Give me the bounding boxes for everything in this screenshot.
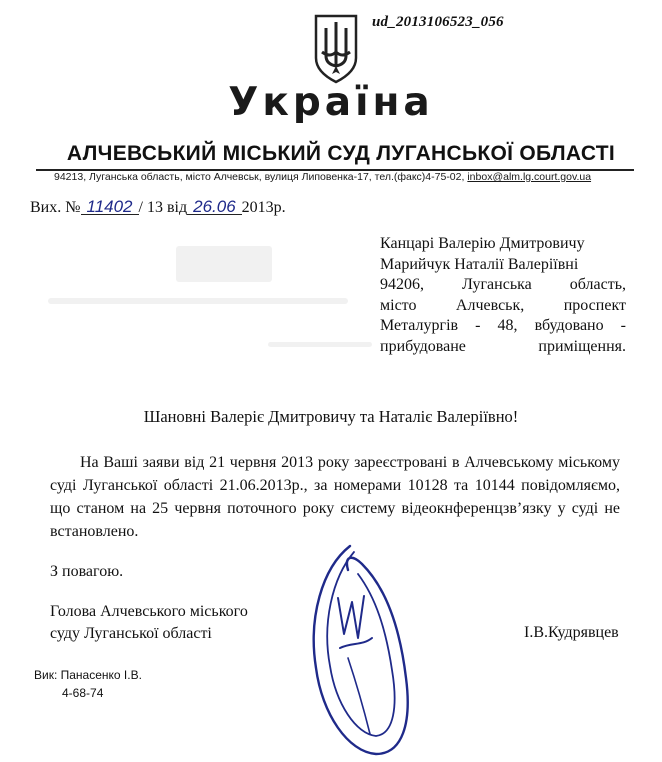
recipient-line: 94206, Луганська область, — [380, 276, 626, 293]
recipient-line: місто Алчевськ, проспект — [380, 296, 626, 314]
outgoing-reference — [30, 199, 286, 217]
outgoing-date: 26.06 — [187, 199, 242, 215]
outgoing-number: 11402 — [81, 199, 139, 215]
recipient-line: прибудоване приміщення. — [380, 337, 626, 355]
signatory-title — [50, 601, 248, 645]
handwritten-signature — [292, 538, 422, 760]
outgoing-middle: / 13 від — [138, 199, 188, 216]
outgoing-suffix: 2013р. — [241, 199, 286, 216]
signatory-title-line: Голова Алчевського міського — [50, 603, 248, 620]
coat-of-arms-icon — [312, 12, 360, 84]
court-address — [54, 171, 591, 183]
court-address-text: 94213, Луганська область, місто Алчевськ, вулиця Липовенка-17, тел.(факс)4-75-02, — [54, 171, 465, 183]
recipient-line: Марийчук Наталії Валеріївні — [380, 255, 579, 273]
recipient-block — [380, 234, 626, 357]
signatory-name: І.В.Кудрявцев — [524, 624, 619, 641]
country-heading: Україна — [228, 80, 434, 125]
letter-body: На Ваші заяви від 21 червня 2013 року зареєстровані в Алчевському міському суді Луганської області 21.06.2013р., за номерами 10128 та 10144 повідомляємо, що станом на 25 червня поточного року систему відеокнференцзв’язку у суді не встановлено. — [50, 454, 620, 540]
executor-name: Вик: Панасенко І.В. — [34, 668, 142, 682]
court-email: inbox@alm.lg.court.gov.ua — [467, 171, 592, 183]
faded-stamp-mark — [176, 246, 272, 282]
recipient-line: Металургів - 48, вбудовано - — [380, 317, 626, 334]
salutation: Шановні Валеріє Дмитровичу та Наталіє Валеріївно! — [143, 407, 519, 426]
closing: З повагою. — [50, 563, 124, 580]
executor-phone: 4-68-74 — [62, 686, 104, 700]
document-id: ud_2013106523_056 — [372, 14, 504, 30]
executor-info — [34, 666, 142, 702]
faded-stamp-mark — [48, 298, 348, 304]
outgoing-prefix: Вих. № — [30, 199, 81, 216]
faded-stamp-mark — [268, 342, 372, 347]
court-name: АЛЧЕВСЬКИЙ МІСЬКИЙ СУД ЛУГАНСЬКОЇ ОБЛАСТІ — [66, 142, 616, 165]
recipient-line: Канцарі Валерію Дмитровичу — [380, 235, 585, 252]
signatory-title-line: суду Луганської області — [50, 625, 212, 642]
